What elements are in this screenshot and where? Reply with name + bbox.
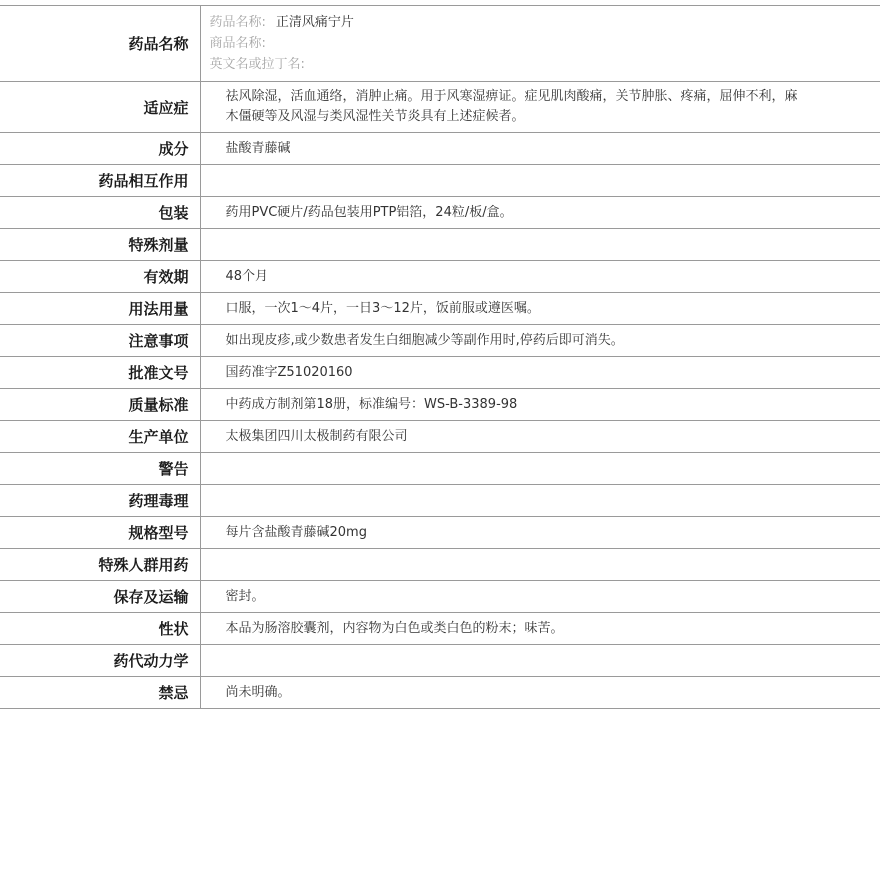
pharmacokinetics-value bbox=[200, 645, 880, 677]
row-specification bbox=[0, 517, 880, 549]
row-label: 生产单位 bbox=[0, 421, 200, 453]
row-precautions bbox=[0, 325, 880, 357]
row-label: 警告 bbox=[0, 453, 200, 485]
properties-value: 本品为肠溶胶囊剂，内容物为白色或类白色的粉末；味苦。 bbox=[200, 613, 880, 645]
row-storage bbox=[0, 581, 880, 613]
english-name-label: 英文名或拉丁名: bbox=[209, 57, 305, 72]
row-label: 有效期 bbox=[0, 261, 200, 293]
row-ingredients bbox=[0, 133, 880, 165]
row-label: 药品名称 bbox=[0, 6, 200, 82]
row-label: 药理毒理 bbox=[0, 485, 200, 517]
row-validity bbox=[0, 261, 880, 293]
validity-value: 48个月 bbox=[200, 261, 880, 293]
specification-value: 每片含盐酸青藤碱20mg bbox=[200, 517, 880, 549]
english-name-line bbox=[210, 54, 801, 75]
row-label: 药代动力学 bbox=[0, 645, 200, 677]
row-manufacturer bbox=[0, 421, 880, 453]
row-toxicology bbox=[0, 485, 880, 517]
names-cell bbox=[200, 6, 880, 82]
drug-name-value: 正清风痛宁片 bbox=[275, 15, 354, 30]
row-usage bbox=[0, 293, 880, 325]
drug-info-table bbox=[0, 5, 880, 709]
row-drug-names bbox=[0, 6, 880, 82]
standard-value: 中药成方制剂第18册，标准编号：WS-B-3389-98 bbox=[200, 389, 880, 421]
approval-value: 国药准字Z51020160 bbox=[200, 357, 880, 389]
row-label: 禁忌 bbox=[0, 677, 200, 709]
row-label: 药品相互作用 bbox=[0, 165, 200, 197]
row-label: 性状 bbox=[0, 613, 200, 645]
row-standard bbox=[0, 389, 880, 421]
row-label: 成分 bbox=[0, 133, 200, 165]
ingredients-value: 盐酸青藤碱 bbox=[200, 133, 880, 165]
row-label: 批准文号 bbox=[0, 357, 200, 389]
row-special-population bbox=[0, 549, 880, 581]
row-special-dosage bbox=[0, 229, 880, 261]
row-label: 保存及运输 bbox=[0, 581, 200, 613]
row-contraindications bbox=[0, 677, 880, 709]
row-pharmacokinetics bbox=[0, 645, 880, 677]
precautions-value: 如出现皮疹,或少数患者发生白细胞减少等副作用时,停药后即可消失。 bbox=[200, 325, 880, 357]
row-indication bbox=[0, 82, 880, 133]
trade-name-label: 商品名称: bbox=[209, 36, 266, 51]
manufacturer-value: 太极集团四川太极制药有限公司 bbox=[200, 421, 880, 453]
packaging-value: 药用PVC硬片/药品包装用PTP铝箔，24粒/板/盒。 bbox=[200, 197, 880, 229]
interactions-value bbox=[200, 165, 880, 197]
row-label: 包装 bbox=[0, 197, 200, 229]
row-label: 适应症 bbox=[0, 82, 200, 133]
row-label: 注意事项 bbox=[0, 325, 200, 357]
row-label: 特殊剂量 bbox=[0, 229, 200, 261]
storage-value: 密封。 bbox=[200, 581, 880, 613]
trade-name-line bbox=[210, 33, 801, 54]
row-approval bbox=[0, 357, 880, 389]
drug-name-label: 药品名称: bbox=[209, 15, 266, 30]
special-dosage-value bbox=[200, 229, 880, 261]
row-properties bbox=[0, 613, 880, 645]
warning-value bbox=[200, 453, 880, 485]
special-population-value bbox=[200, 549, 880, 581]
row-packaging bbox=[0, 197, 880, 229]
row-label: 规格型号 bbox=[0, 517, 200, 549]
drug-name-line bbox=[210, 12, 801, 33]
toxicology-value bbox=[200, 485, 880, 517]
row-label: 质量标准 bbox=[0, 389, 200, 421]
indication-value: 祛风除湿，活血通络，消肿止痛。用于风寒湿痹证。症见肌肉酸痛，关节肿胀、疼痛，屈伸不利，麻木僵硬等及风湿与类风湿性关节炎具有上述症候者。 bbox=[200, 82, 880, 133]
contraindications-value: 尚未明确。 bbox=[200, 677, 880, 709]
row-label: 用法用量 bbox=[0, 293, 200, 325]
row-label: 特殊人群用药 bbox=[0, 549, 200, 581]
usage-value: 口服，一次1～4片，一日3～12片，饭前服或遵医嘱。 bbox=[200, 293, 880, 325]
row-warning bbox=[0, 453, 880, 485]
row-interactions bbox=[0, 165, 880, 197]
